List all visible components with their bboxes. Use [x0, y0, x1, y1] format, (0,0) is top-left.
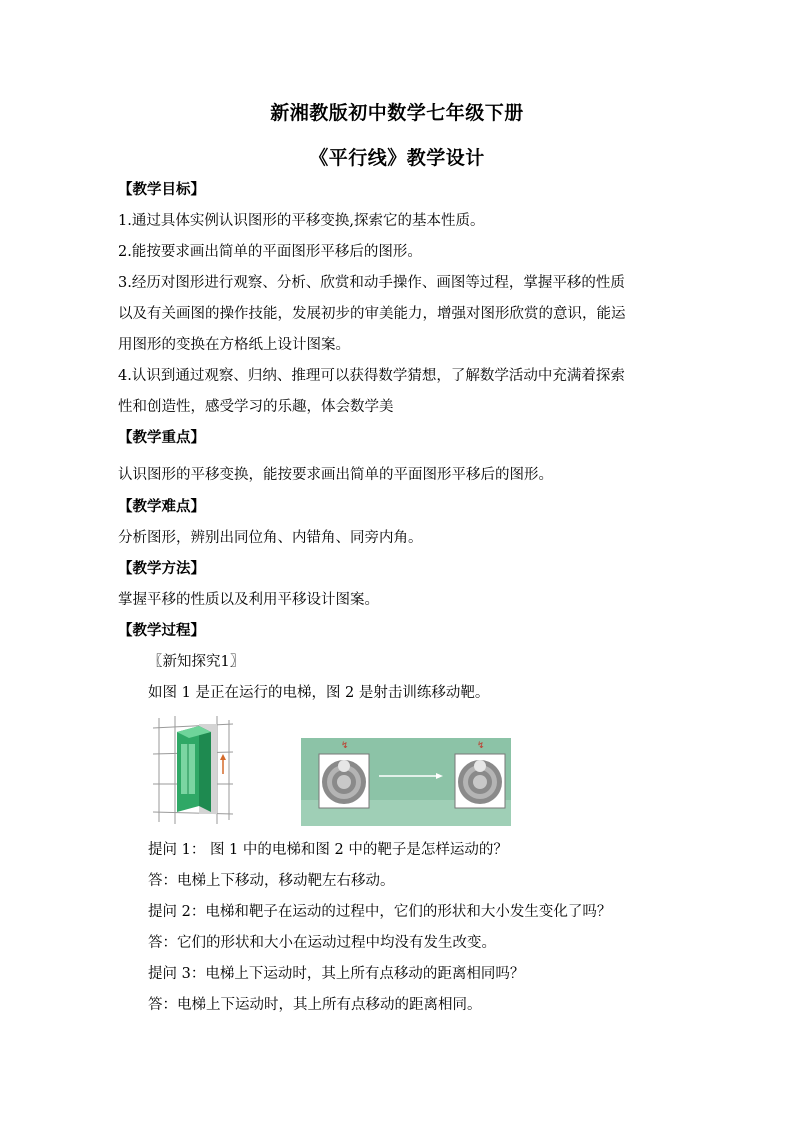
question-3: 提问 3：电梯上下运动时，其上所有点移动的距离相同吗？ [148, 966, 525, 982]
method-heading: 【教学方法】 [118, 560, 205, 577]
goal-2: 2.能按要求画出简单的平面图形平移后的图形。 [118, 244, 422, 260]
goal-1: 1.通过具体实例认识图形的平移变换,探索它的基本性质。 [118, 213, 485, 229]
question-2: 提问 2：电梯和靶子在运动的过程中，它们的形状和大小发生变化了吗？ [148, 904, 612, 920]
process-heading: 【教学过程】 [118, 622, 205, 639]
explore-label: 〖新知探究1〗 [148, 654, 245, 670]
goal-3-line-3: 用图形的变换在方格纸上设计图案。 [118, 337, 350, 353]
key-text: 认识图形的平移变换，能按要求画出简单的平面图形平移后的图形。 [118, 467, 553, 483]
goal-4-line-1: 4.认识到通过观察、归纳、推理可以获得数学猜想，了解数学活动中充满着探索 [118, 368, 625, 384]
goal-3-line-2: 以及有关画图的操作技能，发展初步的审美能力，增强对图形欣赏的意识，能运 [118, 306, 626, 322]
question-1: 提问 1： 图 1 中的电梯和图 2 中的靶子是怎样运动的？ [148, 842, 508, 858]
answer-3: 答：电梯上下运动时，其上所有点移动的距离相同。 [148, 997, 482, 1013]
difficult-text: 分析图形，辨别出同位角、内错角、同旁内角。 [118, 530, 423, 546]
goal-4-line-2: 性和创造性，感受学习的乐趣，体会数学美 [118, 399, 394, 415]
key-heading: 【教学重点】 [118, 429, 205, 446]
goals-heading: 【教学目标】 [118, 181, 205, 198]
elevator-illustration [153, 714, 233, 826]
method-text: 掌握平移的性质以及利用平移设计图案。 [118, 592, 379, 608]
moving-target-illustration [301, 738, 511, 826]
difficult-heading: 【教学难点】 [118, 498, 205, 515]
intro-text: 如图 1 是正在运行的电梯，图 2 是射击训练移动靶。 [148, 685, 490, 701]
svg-text:↯: ↯ [341, 741, 349, 751]
svg-text:↯: ↯ [477, 741, 485, 751]
answer-1: 答：电梯上下移动，移动靶左右移动。 [148, 873, 395, 889]
document-subtitle: 《平行线》教学设计 [309, 147, 485, 169]
goal-3-line-1: 3.经历对图形进行观察、分析、欣赏和动手操作、画图等过程，掌握平移的性质 [118, 275, 625, 291]
document-title: 新湘教版初中数学七年级下册 [270, 102, 524, 124]
answer-2: 答：它们的形状和大小在运动过程中均没有发生改变。 [148, 935, 496, 951]
figure-elevator-and-target [153, 714, 525, 826]
